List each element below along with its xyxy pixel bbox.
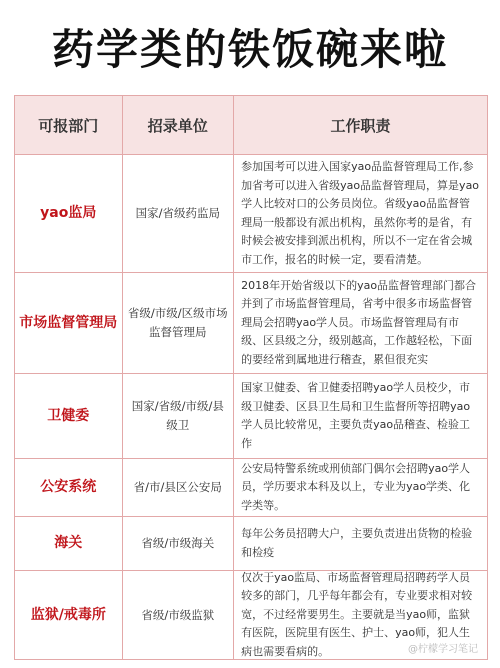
watermark: @柠檬学习笔记: [408, 644, 478, 655]
table-header-row: [15, 96, 487, 155]
page-title: 药学类的铁饭碗来啦: [51, 25, 448, 74]
duty-cell: 每年公务员招聘大户，主要负责进出货物的检验和检疫: [241, 527, 473, 559]
duty-cell: 参加国考可以进入国家yao品监督管理局工作,参加省考可以进入省级yao品监督管理局，算是yao学人比较对口的公务员岗位。省级yao品监督管理局一般都设有派出机构，虽然你考的是省，有时候会被安排到派出机构，所以不一定在省会城市工作，报名的时候一定，要看清楚。: [241, 160, 480, 266]
unit-cell: 省/市/县区公安局: [123, 459, 235, 516]
unit-cell: 国家/省级/市级/县级卫: [123, 374, 235, 458]
unit-cell: 国家/省级药监局: [123, 155, 235, 272]
unit-cell: 省级/市级监狱: [123, 571, 235, 659]
header-unit: 招录单位: [123, 96, 235, 154]
dept-cell: 监狱/戒毒所: [15, 571, 123, 659]
unit-cell: 省级/市级海关: [123, 517, 235, 570]
dept-cell: yao监局: [15, 155, 123, 272]
unit-cell: 省级/市级/区级市场监督管理局: [123, 273, 235, 373]
dept-cell: 市场监督管理局: [15, 273, 123, 373]
header-duty: 工作职责: [330, 116, 391, 135]
dept-cell: 海关: [15, 517, 123, 570]
table-row: [15, 459, 487, 517]
table-row: [15, 374, 487, 459]
table-row: [15, 273, 487, 374]
dept-cell: 卫健委: [15, 374, 123, 458]
duty-cell: 国家卫健委、省卫健委招聘yao学人员校少，市级卫健委、区县卫生局和卫生监督所等招聘yao学人员比较常见，主要负责yao品稽查、检验工作: [241, 381, 471, 450]
table-row: [15, 155, 487, 273]
dept-cell: 公安系统: [15, 459, 123, 516]
duty-cell: 2018年开始省级以下的yao品监督管理部门都合并到了市场监督管理局，省考中很多市场监督管理局会招聘yao学人员。市场监督管理局有市级、区县级之分，级别越高，工作越轻松，下面的要经常到属地进行稽查，累但很充实: [241, 278, 477, 366]
recruitment-table: [14, 95, 488, 660]
header-dept: 可报部门: [15, 96, 123, 154]
duty-cell: 公安局特警系统或刑侦部门偶尔会招聘yao学人员，学历要求本科及以上，专业为yao学类、化学类等。: [241, 461, 471, 512]
table-row: [15, 517, 487, 571]
duty-cell: 仅次于yao监局、市场监督管理局招聘药学人员较多的部门，几乎每年都会有，专业要求相对较宽，不过经常要男生。主要就是当yao师，监狱有医院，医院里有医生、护士、yao师，犯人生病也需要看病的。: [241, 571, 473, 658]
